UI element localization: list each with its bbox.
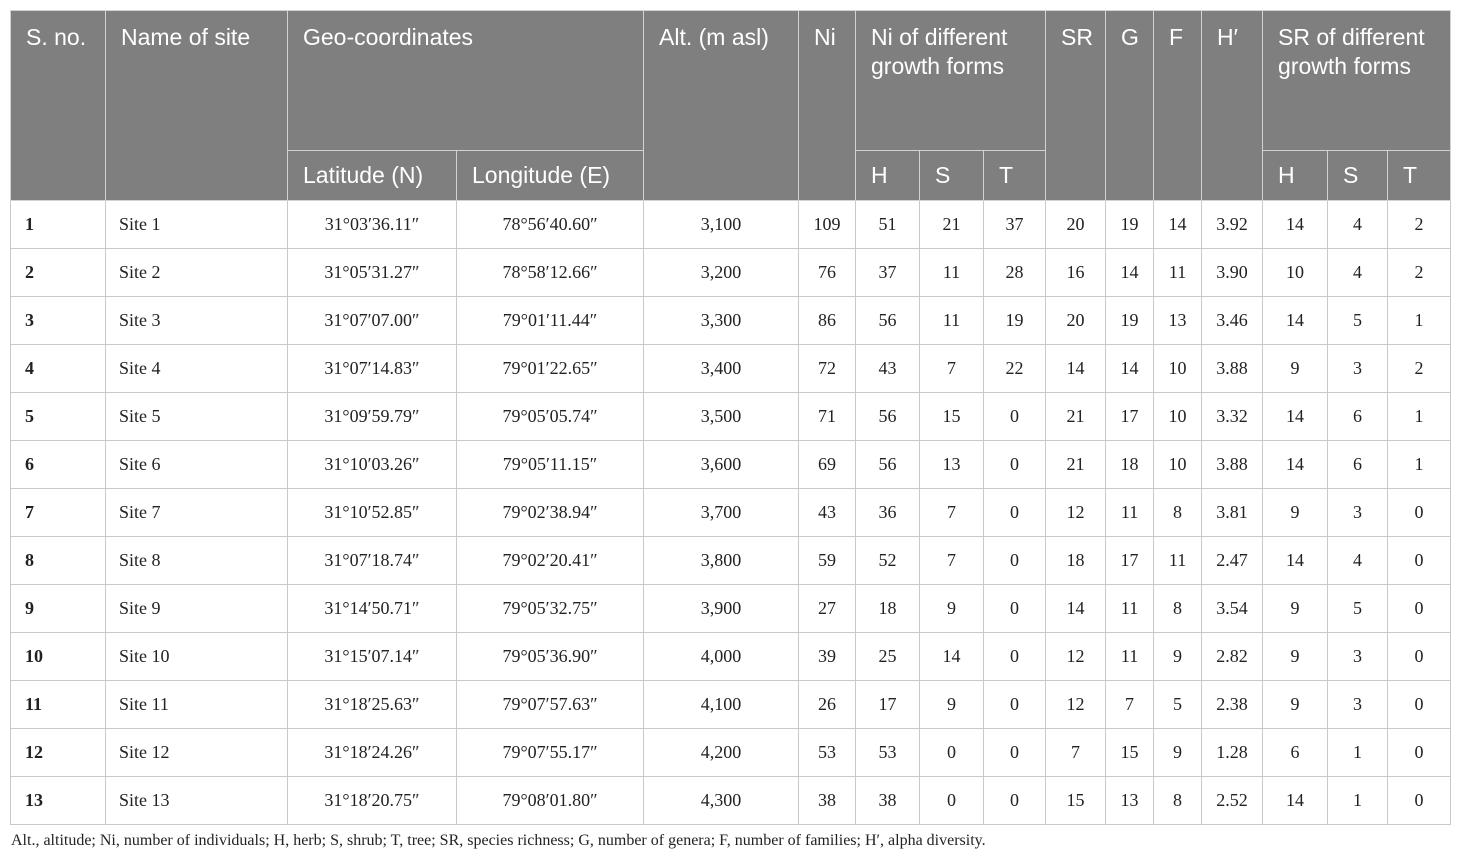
table-row	[11, 537, 1451, 585]
cell-longitude: 79°01′11.44″	[457, 297, 644, 345]
cell-sr-shrub: 4	[1328, 201, 1388, 249]
cell-g: 15	[1106, 729, 1154, 777]
cell-f: 10	[1154, 441, 1202, 489]
cell-ni-shrub: 7	[920, 345, 984, 393]
cell-longitude: 79°08′01.80″	[457, 777, 644, 825]
table-row	[11, 345, 1451, 393]
header-row-1	[11, 11, 1451, 151]
cell-g: 17	[1106, 393, 1154, 441]
cell-latitude: 31°14′50.71″	[288, 585, 457, 633]
cell-ni-shrub: 15	[920, 393, 984, 441]
cell-sr: 7	[1046, 729, 1106, 777]
cell-sr-herb: 9	[1263, 489, 1328, 537]
cell-sno: 7	[11, 489, 106, 537]
cell-ni-tree: 0	[984, 585, 1046, 633]
cell-altitude: 3,100	[644, 201, 799, 249]
cell-ni-herb: 38	[856, 777, 920, 825]
cell-longitude: 78°58′12.66″	[457, 249, 644, 297]
cell-latitude: 31°18′25.63″	[288, 681, 457, 729]
cell-latitude: 31°15′07.14″	[288, 633, 457, 681]
cell-g: 18	[1106, 441, 1154, 489]
cell-sr-shrub: 5	[1328, 297, 1388, 345]
cell-ni-herb: 18	[856, 585, 920, 633]
cell-sr-tree: 0	[1388, 633, 1451, 681]
cell-f: 10	[1154, 345, 1202, 393]
cell-latitude: 31°10′03.26″	[288, 441, 457, 489]
cell-sr-tree: 0	[1388, 537, 1451, 585]
cell-ni: 69	[799, 441, 856, 489]
cell-ni-shrub: 7	[920, 489, 984, 537]
cell-g: 11	[1106, 585, 1154, 633]
cell-sr-tree: 2	[1388, 345, 1451, 393]
cell-sno: 9	[11, 585, 106, 633]
cell-ni: 76	[799, 249, 856, 297]
cell-sno: 1	[11, 201, 106, 249]
cell-sr: 16	[1046, 249, 1106, 297]
cell-latitude: 31°10′52.85″	[288, 489, 457, 537]
cell-sr-herb: 9	[1263, 633, 1328, 681]
header-f: F	[1154, 11, 1202, 201]
cell-longitude: 79°05′36.90″	[457, 633, 644, 681]
cell-ni: 109	[799, 201, 856, 249]
cell-sr-herb: 14	[1263, 441, 1328, 489]
cell-f: 9	[1154, 729, 1202, 777]
cell-ni-shrub: 0	[920, 729, 984, 777]
cell-ni-shrub: 14	[920, 633, 984, 681]
cell-ni-tree: 0	[984, 393, 1046, 441]
cell-sr: 21	[1046, 393, 1106, 441]
cell-altitude: 4,200	[644, 729, 799, 777]
cell-sr-shrub: 1	[1328, 777, 1388, 825]
cell-sr-tree: 0	[1388, 729, 1451, 777]
header-h-prime: H′	[1202, 11, 1263, 201]
cell-f: 9	[1154, 633, 1202, 681]
cell-site-name: Site 11	[106, 681, 288, 729]
cell-sr-herb: 9	[1263, 681, 1328, 729]
cell-ni-shrub: 7	[920, 537, 984, 585]
cell-sno: 11	[11, 681, 106, 729]
cell-ni-herb: 25	[856, 633, 920, 681]
cell-sr-herb: 10	[1263, 249, 1328, 297]
cell-ni-shrub: 11	[920, 297, 984, 345]
cell-ni: 43	[799, 489, 856, 537]
cell-sno: 8	[11, 537, 106, 585]
table-row	[11, 249, 1451, 297]
cell-f: 8	[1154, 489, 1202, 537]
table-header	[11, 11, 1451, 201]
cell-site-name: Site 5	[106, 393, 288, 441]
cell-sr: 20	[1046, 297, 1106, 345]
cell-latitude: 31°07′14.83″	[288, 345, 457, 393]
cell-ni: 71	[799, 393, 856, 441]
header-ni-growth-forms: Ni of different growth forms	[856, 11, 1046, 151]
cell-sr-shrub: 4	[1328, 537, 1388, 585]
cell-longitude: 79°02′38.94″	[457, 489, 644, 537]
cell-ni-herb: 56	[856, 393, 920, 441]
cell-sno: 4	[11, 345, 106, 393]
header-g: G	[1106, 11, 1154, 201]
cell-g: 14	[1106, 345, 1154, 393]
cell-sr-shrub: 3	[1328, 489, 1388, 537]
cell-longitude: 79°07′55.17″	[457, 729, 644, 777]
cell-sr: 21	[1046, 441, 1106, 489]
cell-sr: 14	[1046, 585, 1106, 633]
cell-ni: 53	[799, 729, 856, 777]
cell-altitude: 4,000	[644, 633, 799, 681]
cell-h-prime: 3.46	[1202, 297, 1263, 345]
table-row	[11, 777, 1451, 825]
table-row	[11, 441, 1451, 489]
table-footnote: Alt., altitude; Ni, number of individuals; H, herb; S, shrub; T, tree; SR, species richness; G, number of genera; F, number of families; H′, alpha diversity.	[11, 832, 986, 849]
cell-ni-herb: 36	[856, 489, 920, 537]
cell-sr: 14	[1046, 345, 1106, 393]
cell-h-prime: 3.54	[1202, 585, 1263, 633]
cell-sno: 3	[11, 297, 106, 345]
cell-f: 10	[1154, 393, 1202, 441]
cell-site-name: Site 12	[106, 729, 288, 777]
cell-altitude: 3,600	[644, 441, 799, 489]
header-site-name: Name of site	[106, 11, 288, 201]
cell-sr-tree: 0	[1388, 777, 1451, 825]
cell-sr: 12	[1046, 489, 1106, 537]
cell-sr-herb: 9	[1263, 585, 1328, 633]
cell-ni-herb: 43	[856, 345, 920, 393]
cell-g: 13	[1106, 777, 1154, 825]
cell-ni-shrub: 0	[920, 777, 984, 825]
cell-site-name: Site 8	[106, 537, 288, 585]
cell-g: 14	[1106, 249, 1154, 297]
cell-f: 11	[1154, 537, 1202, 585]
cell-ni-shrub: 9	[920, 585, 984, 633]
cell-ni-tree: 0	[984, 633, 1046, 681]
cell-sr-tree: 1	[1388, 441, 1451, 489]
header-geo-coordinates: Geo-coordinates	[288, 11, 644, 151]
cell-sno: 10	[11, 633, 106, 681]
cell-sr-tree: 0	[1388, 681, 1451, 729]
cell-ni: 72	[799, 345, 856, 393]
cell-ni-tree: 19	[984, 297, 1046, 345]
cell-longitude: 79°05′11.15″	[457, 441, 644, 489]
cell-ni: 38	[799, 777, 856, 825]
cell-ni-tree: 37	[984, 201, 1046, 249]
cell-latitude: 31°09′59.79″	[288, 393, 457, 441]
cell-sr-shrub: 3	[1328, 345, 1388, 393]
cell-h-prime: 3.88	[1202, 345, 1263, 393]
cell-h-prime: 2.82	[1202, 633, 1263, 681]
cell-altitude: 3,900	[644, 585, 799, 633]
header-sno: S. no.	[11, 11, 106, 201]
cell-h-prime: 3.92	[1202, 201, 1263, 249]
header-latitude: Latitude (N)	[288, 151, 457, 201]
cell-ni: 86	[799, 297, 856, 345]
cell-longitude: 79°05′32.75″	[457, 585, 644, 633]
cell-sr-tree: 2	[1388, 249, 1451, 297]
cell-ni: 59	[799, 537, 856, 585]
cell-sno: 12	[11, 729, 106, 777]
cell-f: 14	[1154, 201, 1202, 249]
cell-ni-shrub: 9	[920, 681, 984, 729]
cell-sno: 6	[11, 441, 106, 489]
cell-ni-herb: 51	[856, 201, 920, 249]
cell-longitude: 79°07′57.63″	[457, 681, 644, 729]
cell-sr: 12	[1046, 681, 1106, 729]
cell-sr-herb: 14	[1263, 297, 1328, 345]
cell-ni: 39	[799, 633, 856, 681]
cell-altitude: 3,400	[644, 345, 799, 393]
header-ni: Ni	[799, 11, 856, 201]
cell-sr: 20	[1046, 201, 1106, 249]
header-sr-growth-forms: SR of different growth forms	[1263, 11, 1451, 151]
cell-ni-tree: 28	[984, 249, 1046, 297]
cell-site-name: Site 10	[106, 633, 288, 681]
header-sr: SR	[1046, 11, 1106, 201]
header-ni-tree: T	[984, 151, 1046, 201]
cell-altitude: 3,700	[644, 489, 799, 537]
cell-ni-shrub: 21	[920, 201, 984, 249]
cell-sno: 5	[11, 393, 106, 441]
table-row	[11, 681, 1451, 729]
cell-sr-shrub: 4	[1328, 249, 1388, 297]
cell-ni-shrub: 13	[920, 441, 984, 489]
cell-site-name: Site 7	[106, 489, 288, 537]
cell-g: 11	[1106, 633, 1154, 681]
cell-sr-tree: 2	[1388, 201, 1451, 249]
cell-sr-tree: 0	[1388, 489, 1451, 537]
cell-sr-herb: 14	[1263, 201, 1328, 249]
cell-ni-herb: 53	[856, 729, 920, 777]
header-longitude: Longitude (E)	[457, 151, 644, 201]
cell-ni-shrub: 11	[920, 249, 984, 297]
cell-g: 19	[1106, 297, 1154, 345]
cell-site-name: Site 4	[106, 345, 288, 393]
cell-g: 19	[1106, 201, 1154, 249]
cell-site-name: Site 3	[106, 297, 288, 345]
cell-h-prime: 2.47	[1202, 537, 1263, 585]
table-row	[11, 489, 1451, 537]
table-row	[11, 393, 1451, 441]
cell-sr-shrub: 5	[1328, 585, 1388, 633]
cell-h-prime: 3.81	[1202, 489, 1263, 537]
cell-ni: 27	[799, 585, 856, 633]
cell-site-name: Site 6	[106, 441, 288, 489]
cell-site-name: Site 1	[106, 201, 288, 249]
cell-sno: 13	[11, 777, 106, 825]
cell-longitude: 79°01′22.65″	[457, 345, 644, 393]
site-data-table	[10, 10, 1451, 825]
cell-altitude: 4,100	[644, 681, 799, 729]
cell-altitude: 3,200	[644, 249, 799, 297]
cell-latitude: 31°07′07.00″	[288, 297, 457, 345]
cell-sr-herb: 6	[1263, 729, 1328, 777]
cell-g: 11	[1106, 489, 1154, 537]
table-body	[11, 201, 1451, 825]
cell-ni-tree: 0	[984, 729, 1046, 777]
cell-sr-tree: 1	[1388, 393, 1451, 441]
table-row	[11, 585, 1451, 633]
cell-sr-herb: 9	[1263, 345, 1328, 393]
table-container	[10, 10, 1450, 825]
table-row	[11, 729, 1451, 777]
cell-altitude: 3,300	[644, 297, 799, 345]
header-sr-tree: T	[1388, 151, 1451, 201]
cell-h-prime: 2.52	[1202, 777, 1263, 825]
cell-sr-shrub: 6	[1328, 393, 1388, 441]
cell-sr-shrub: 6	[1328, 441, 1388, 489]
cell-site-name: Site 2	[106, 249, 288, 297]
cell-sr: 18	[1046, 537, 1106, 585]
table-row	[11, 297, 1451, 345]
cell-ni-tree: 0	[984, 681, 1046, 729]
cell-longitude: 79°02′20.41″	[457, 537, 644, 585]
cell-altitude: 3,500	[644, 393, 799, 441]
cell-sno: 2	[11, 249, 106, 297]
cell-site-name: Site 9	[106, 585, 288, 633]
cell-f: 11	[1154, 249, 1202, 297]
cell-f: 8	[1154, 777, 1202, 825]
cell-longitude: 78°56′40.60″	[457, 201, 644, 249]
cell-ni-tree: 0	[984, 537, 1046, 585]
cell-ni-tree: 0	[984, 777, 1046, 825]
cell-sr-shrub: 3	[1328, 681, 1388, 729]
header-ni-shrub: S	[920, 151, 984, 201]
cell-g: 17	[1106, 537, 1154, 585]
header-sr-herb: H	[1263, 151, 1328, 201]
cell-altitude: 3,800	[644, 537, 799, 585]
cell-sr-shrub: 3	[1328, 633, 1388, 681]
cell-h-prime: 3.88	[1202, 441, 1263, 489]
cell-site-name: Site 13	[106, 777, 288, 825]
cell-ni-herb: 17	[856, 681, 920, 729]
cell-f: 5	[1154, 681, 1202, 729]
cell-f: 13	[1154, 297, 1202, 345]
cell-h-prime: 3.90	[1202, 249, 1263, 297]
cell-sr: 12	[1046, 633, 1106, 681]
cell-latitude: 31°07′18.74″	[288, 537, 457, 585]
cell-h-prime: 1.28	[1202, 729, 1263, 777]
cell-h-prime: 2.38	[1202, 681, 1263, 729]
table-row	[11, 201, 1451, 249]
cell-latitude: 31°18′24.26″	[288, 729, 457, 777]
header-sr-shrub: S	[1328, 151, 1388, 201]
cell-ni-tree: 0	[984, 489, 1046, 537]
cell-f: 8	[1154, 585, 1202, 633]
cell-altitude: 4,300	[644, 777, 799, 825]
cell-ni-tree: 0	[984, 441, 1046, 489]
cell-ni: 26	[799, 681, 856, 729]
cell-sr-herb: 14	[1263, 537, 1328, 585]
header-altitude: Alt. (m asl)	[644, 11, 799, 201]
cell-ni-herb: 56	[856, 441, 920, 489]
cell-sr-herb: 14	[1263, 777, 1328, 825]
cell-latitude: 31°05′31.27″	[288, 249, 457, 297]
cell-ni-herb: 52	[856, 537, 920, 585]
cell-sr: 15	[1046, 777, 1106, 825]
cell-ni-tree: 22	[984, 345, 1046, 393]
cell-sr-tree: 0	[1388, 585, 1451, 633]
cell-sr-shrub: 1	[1328, 729, 1388, 777]
cell-ni-herb: 56	[856, 297, 920, 345]
cell-latitude: 31°18′20.75″	[288, 777, 457, 825]
cell-latitude: 31°03′36.11″	[288, 201, 457, 249]
cell-longitude: 79°05′05.74″	[457, 393, 644, 441]
cell-g: 7	[1106, 681, 1154, 729]
cell-sr-herb: 14	[1263, 393, 1328, 441]
table-row	[11, 633, 1451, 681]
cell-h-prime: 3.32	[1202, 393, 1263, 441]
cell-sr-tree: 1	[1388, 297, 1451, 345]
header-ni-herb: H	[856, 151, 920, 201]
cell-ni-herb: 37	[856, 249, 920, 297]
